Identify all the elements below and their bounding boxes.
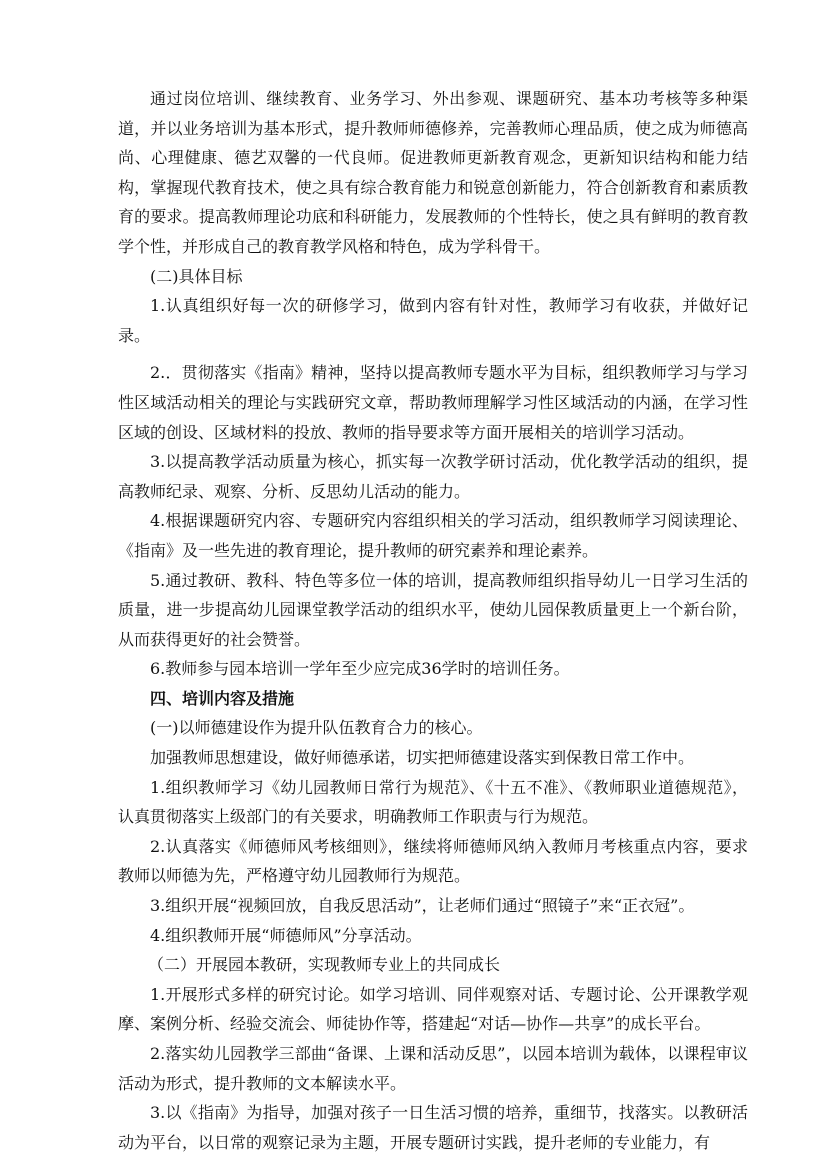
research-item-1: 1.开展形式多样的研究讨论。如学习培训、同伴观察对话、专题讨论、公开课教学观摩、案例分析、经验交流会、师徒协作等，搭建起“对话—协作—共享”的成长平台。 <box>118 984 748 1034</box>
research-item-3: 3.以《指南》为指导，加强对孩子一日生活习惯的培养，重细节，找落实。以教研活动为平台，以日常的观察记录为主题，开展专题研讨实践，提升老师的专业能力，有 <box>118 1103 748 1152</box>
ethics-item-3: 3.组织开展“视频回放，自我反思活动”，让老师们通过“照镜子”来“正衣冠”。 <box>150 896 695 916</box>
goal-item-6: 6.教师参与园本培训一学年至少应完成36学时的培训任务。 <box>150 659 570 679</box>
subheading-teacher-ethics: (一)以师德建设作为提升队伍教育合力的核心。 <box>150 718 483 738</box>
goal-item-2: 2.．贯彻落实《指南》精神，坚持以提高教师专题水平为目标，组织教师学习与学习性区域活动相关的理论与实践研究文章，帮助教师理解学习性区域活动的内涵，在学习性区域的创设、区域材料的投放、教师的指导要求等方面开展相关的培训学习活动。 <box>118 363 748 442</box>
ethics-item-1: 1.组织教师学习《幼儿园教师日常行为规范》、《十五不准》、《教师职业道德规范》，认真贯彻落实上级部门的有关要求，明确教师工作职责与行为规范。 <box>118 777 748 827</box>
document-page <box>118 84 748 1157</box>
section-heading-content-measures: 四、培训内容及措施 <box>150 688 295 708</box>
subheading-school-research: （二）开展园本教研，实现教师专业上的共同成长 <box>148 955 501 975</box>
goal-item-3: 3.以提高教学活动质量为核心，抓实每一次教学研讨活动，优化教学活动的组织，提高教师纪录、观察、分析、反思幼儿活动的能力。 <box>118 452 748 501</box>
paragraph-ethics-intro: 加强教师思想建设，做好师德承诺，切实把师德建设落实到保教日常工作中。 <box>150 748 695 768</box>
paragraph-training-approach: 通过岗位培训、继续教育、业务学习、外出参观、课题研究、基本功考核等多种渠道，并以业务培训为基本形式，提升教师师德修养，完善教师心理品质，使之成为师德高尚、心理健康、德艺双馨的一代良师。促进教师更新教育观念，更新知识结构和能力结构，掌握现代教育技术，使之具有综合教育能力和锐意创新能力，符合创新教育和素质教育的要求。提高教师理论功底和科研能力，发展教师的个性特长，使之具有鲜明的教育教学个性，并形成自己的教育教学风格和特色，成为学科骨干。 <box>118 89 748 256</box>
goal-item-4: 4.根据课题研究内容、专题研究内容组织相关的学习活动，组织教师学习阅读理论、《指南》及一些先进的教育理论，提升教师的研究素养和理论素养。 <box>118 511 748 560</box>
goal-item-5: 5.通过教研、教科、特色等多位一体的培训，提高教师组织指导幼儿一日学习生活的质量，进一步提高幼儿园课堂教学活动的组织水平，使幼儿园保教质量更上一个新台阶，从而获得更好的社会赞誉。 <box>118 570 748 649</box>
subheading-specific-goals: (二)具体目标 <box>150 266 243 286</box>
ethics-item-2: 2.认真落实《师德师风考核细则》，继续将师德师风纳入教师月考核重点内容，要求教师以师德为先，严格遵守幼儿园教师行为规范。 <box>118 836 748 886</box>
ethics-item-4: 4.组织教师开展“师德师风”分享活动。 <box>150 925 422 945</box>
research-item-2: 2.落实幼儿园教学三部曲“备课、上课和活动反思”，以园本培训为载体，以课程审议活动为形式，提升教师的文本解读水平。 <box>118 1044 748 1093</box>
goal-item-1: 1.认真组织好每一次的研修学习，做到内容有针对性，教师学习有收获，并做好记录。 <box>118 296 748 345</box>
